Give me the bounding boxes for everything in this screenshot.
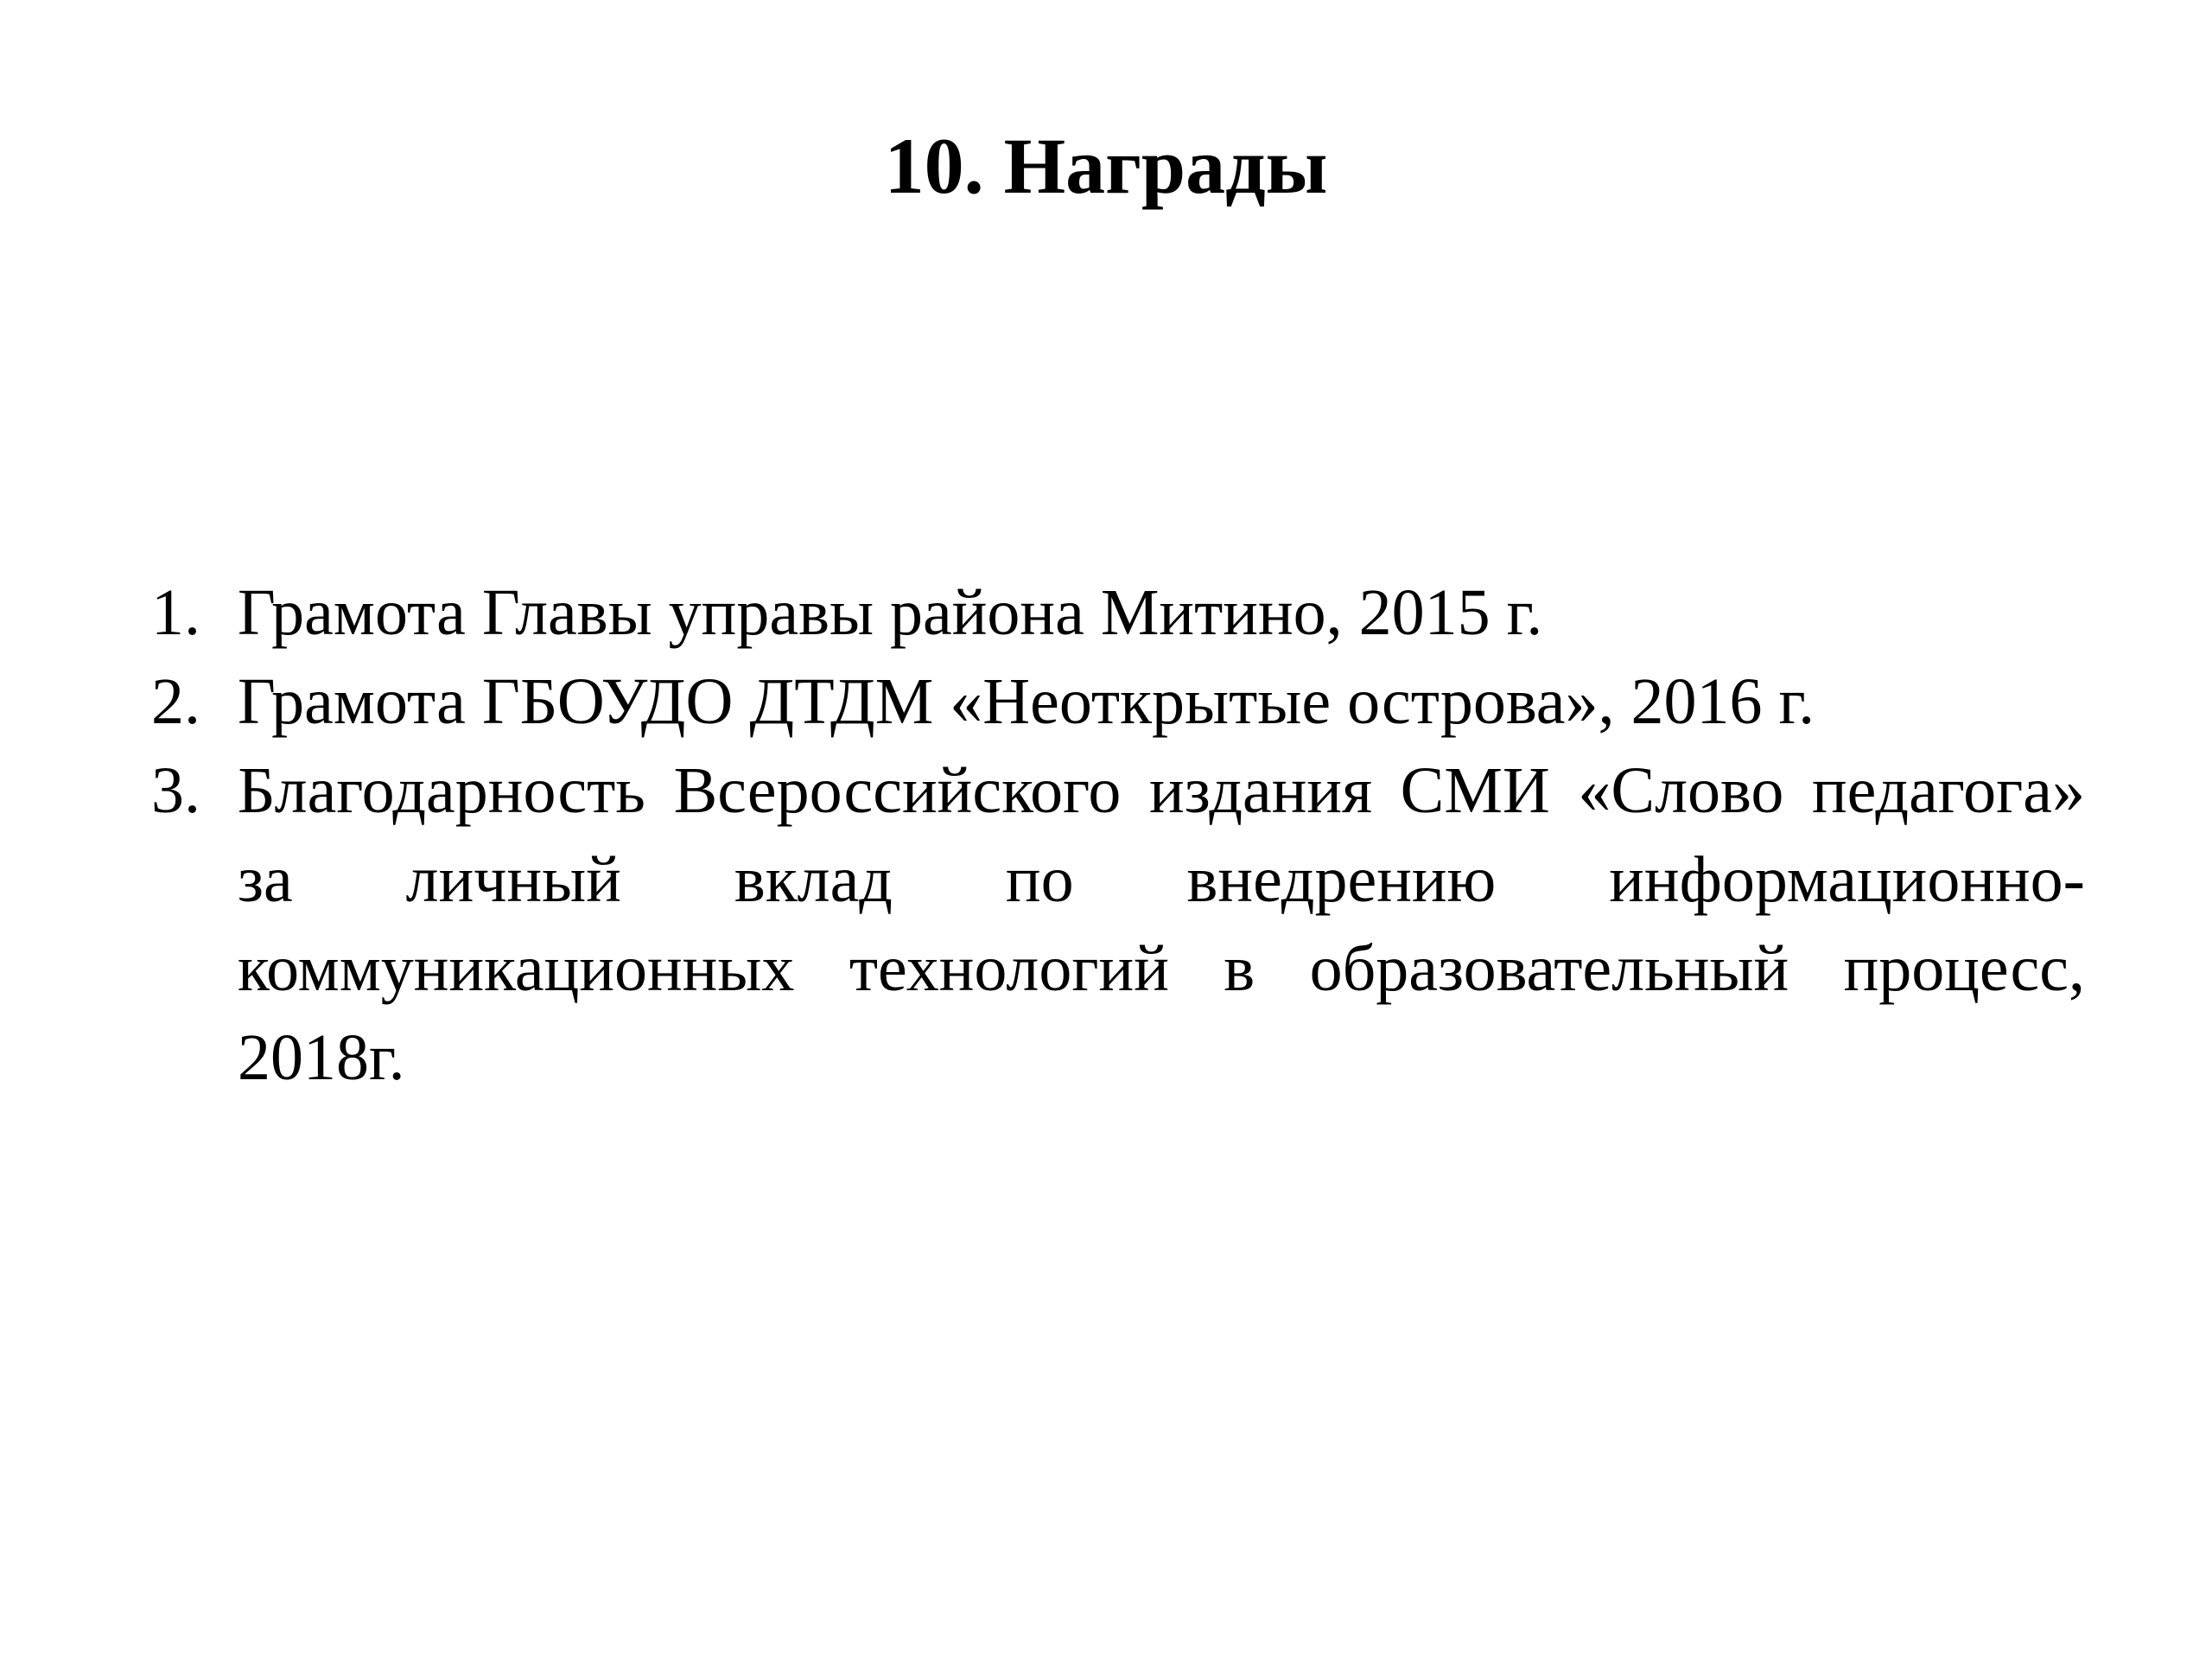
award-number: 3. [151, 754, 200, 827]
award-item-3 [151, 747, 2085, 1103]
award-item-1 [151, 569, 2085, 658]
award-number: 2. [151, 665, 200, 738]
award-text: Грамота Главы управы района Митино, 2015 г. [238, 576, 1543, 649]
award-text: Благодарность Всероссийского издания СМИ «Слово педагога» за личный вклад по внедрению информационно-коммуникационных технологий в образовательный процесс, 2018г. [238, 754, 2085, 1094]
page-title: 10. Награды [884, 122, 1328, 210]
award-item-2 [151, 658, 2085, 747]
award-number: 1. [151, 576, 200, 649]
awards-list [151, 569, 2085, 1103]
award-text: Грамота ГБОУДО ДТДМ «Неоткрытые острова», 2016 г. [238, 665, 1815, 738]
